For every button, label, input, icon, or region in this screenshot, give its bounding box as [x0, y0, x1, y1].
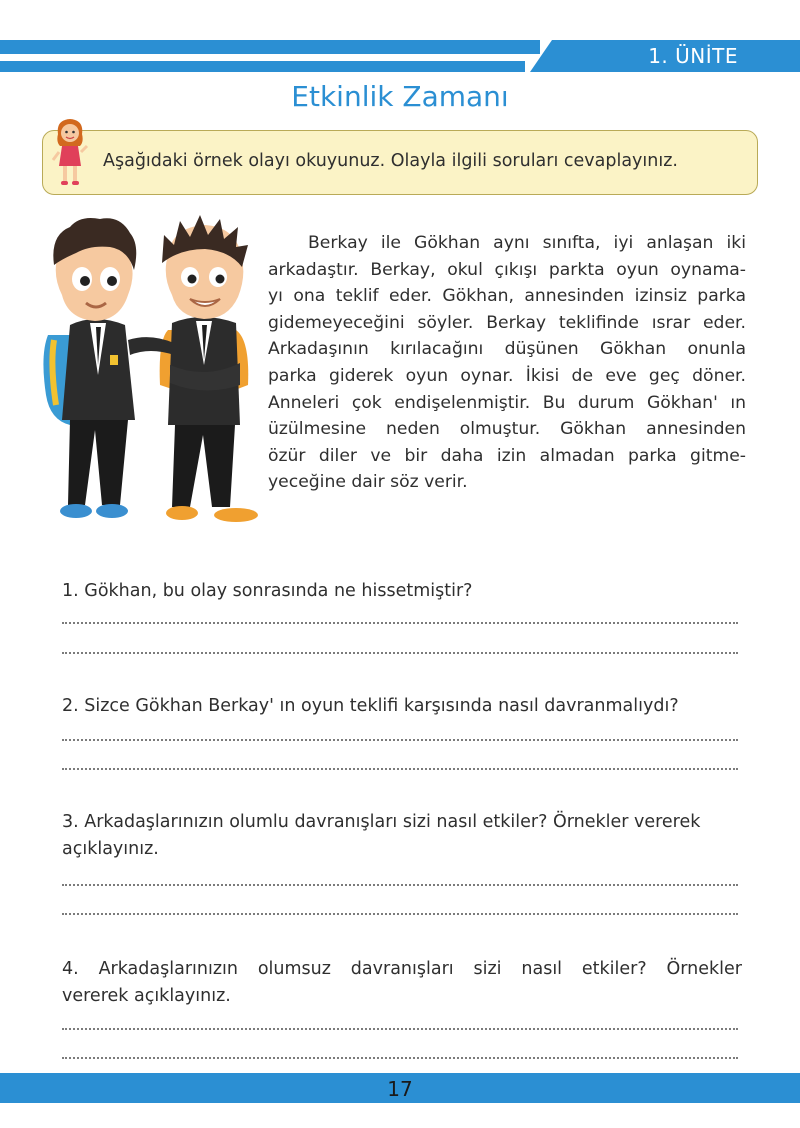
story-line: üzülmesine neden olmuştur. Gökhan annesinden — [268, 419, 746, 440]
question-text: vererek açıklayınız. — [62, 986, 231, 1006]
story-line: arkadaştır. Berkay, okul çıkışı parkta oyun oynama- — [268, 259, 746, 280]
question-text: 3. Arkadaşlarınızın olumlu davranışları sizi nasıl etkiler? Örnekler vererek — [62, 812, 701, 832]
answer-line[interactable] — [62, 884, 738, 886]
instruction-box — [42, 130, 758, 195]
story-line: Berkay ile Gökhan aynı sınıfta, iyi anlaşan iki — [308, 233, 746, 253]
question-text: 4. Arkadaşlarınızın olumsuz davranışları sizi nasıl etkiler? Örnekler — [62, 959, 742, 979]
header-stripe-top — [0, 40, 540, 54]
answer-line[interactable] — [62, 739, 738, 741]
unit-label: 1. ÜNİTE — [648, 44, 738, 68]
story-text — [268, 230, 746, 496]
page-number: 17 — [387, 1077, 413, 1101]
answer-line[interactable] — [62, 652, 738, 654]
header-stripe-bottom — [0, 61, 525, 72]
question-4 — [62, 956, 742, 1010]
story-line: parka giderek oyun oynar. İkisi de eve geç döner. — [268, 365, 746, 386]
answer-line[interactable] — [62, 768, 738, 770]
question-text: açıklayınız. — [62, 839, 159, 859]
story-line: Anneleri çok endişelenmiştir. Bu durum Gökhan' ın — [268, 392, 746, 413]
question-2 — [62, 693, 742, 720]
story-line: yeceğine dair söz verir. — [268, 472, 468, 493]
story-line: gidemeyeceğini söyler. Berkay teklifinde ısrar eder. — [268, 312, 746, 333]
story-line: özür diler ve bir daha izin almadan parka gitme- — [268, 445, 746, 466]
story-line: yı ona teklif eder. Gökhan, annesinden izinsiz parka — [268, 286, 746, 307]
page-title: Etkinlik Zamanı — [291, 80, 509, 113]
answer-line[interactable] — [62, 1028, 738, 1030]
question-1 — [62, 578, 742, 605]
question-text: 2. Sizce Gökhan Berkay' ın oyun teklifi karşısında nasıl davranmalıydı? — [62, 696, 679, 716]
answer-line[interactable] — [62, 1057, 738, 1059]
instruction-text: Aşağıdaki örnek olayı okuyunuz. Olayla ilgili soruları cevaplayınız. — [103, 151, 678, 171]
boys-illustration — [40, 215, 270, 530]
girl-illustration — [50, 116, 90, 190]
answer-line[interactable] — [62, 913, 738, 915]
question-3 — [62, 809, 742, 863]
story-line: Arkadaşının kırılacağını düşünen Gökhan onunla — [268, 339, 746, 360]
answer-line[interactable] — [62, 622, 738, 624]
question-text: 1. Gökhan, bu olay sonrasında ne hissetmiştir? — [62, 581, 473, 601]
